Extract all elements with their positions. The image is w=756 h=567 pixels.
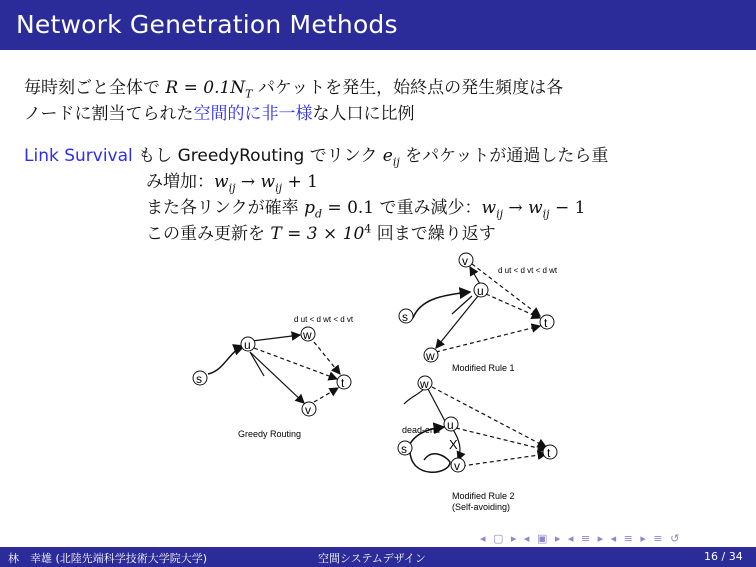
modified-rule-2-diagram	[398, 376, 557, 512]
intro-text-tail: な人口に比例	[312, 104, 415, 124]
label-s: s	[196, 372, 202, 386]
label-t: t	[544, 316, 548, 330]
math-sub: ij	[542, 207, 550, 221]
edge-s-u	[208, 346, 244, 374]
text: この重み更新を	[146, 224, 271, 244]
modified-rule-1-diagram	[399, 253, 558, 373]
label-u: u	[244, 338, 251, 352]
edge-w-t	[436, 326, 540, 352]
rule2-caption: Modified Rule 2	[452, 491, 515, 501]
footer-author: 林 幸雄 (北陸先端科学技術大学院大学)	[8, 552, 208, 565]
edge-w-u	[428, 389, 447, 425]
math-tail: − 1	[549, 198, 586, 218]
math-tail: + 1	[282, 172, 318, 192]
label-s: s	[401, 442, 407, 456]
packet-rate-sub: T	[245, 87, 253, 101]
link-survival-label: Link Survival	[24, 146, 133, 166]
label-w: w	[420, 377, 429, 391]
edge-v-t	[314, 388, 338, 402]
edge-u-v	[250, 352, 304, 403]
beamer-nav-controls[interactable]: ◂ ▢ ▸ ◂ ▣ ▸ ◂ ≡ ▸ ◂ ≡ ▸ ≡ ↺	[480, 532, 682, 545]
highlight-text: 空間的に非一様	[193, 104, 313, 124]
math-sub: ij	[228, 181, 236, 195]
prob-value: = 0.1 で重み減少：	[322, 198, 482, 218]
math-sub: ij	[496, 207, 504, 221]
packet-rate-math: R = 0.1N	[165, 78, 246, 98]
edge-u-t	[456, 428, 546, 450]
label-t: t	[341, 376, 345, 390]
rule1-caption: Modified Rule 1	[452, 363, 515, 373]
math-sub: d	[314, 207, 323, 221]
edge-s-loop	[410, 450, 450, 472]
edge-u-t	[254, 348, 337, 379]
text: また各リンクが確率	[146, 198, 305, 218]
math-sub: ij	[392, 155, 400, 169]
label-u: u	[477, 284, 484, 298]
intro-text: 毎時刻ごと全体で	[24, 78, 166, 98]
text: をパケットが通過したら重	[399, 146, 609, 166]
edge-u-w	[436, 296, 478, 348]
edge-w-t	[314, 342, 340, 374]
footer-course: 空間システムデザイン	[318, 552, 426, 565]
dead-end-label: dead-end	[402, 425, 441, 435]
label-t: t	[547, 446, 551, 460]
math-var: e	[382, 146, 393, 166]
distance-inequality: d ut < d vt < d wt	[498, 266, 558, 275]
math-arrow: → w	[503, 198, 543, 218]
greedy-routing-diagram	[193, 315, 354, 439]
math-expr: T = 3 × 10	[270, 224, 365, 244]
label-u: u	[447, 418, 454, 432]
label-v: v	[462, 254, 468, 268]
footer-page-number: 16 / 34	[704, 550, 743, 563]
math-sup: 4	[364, 222, 372, 236]
greedy-caption: Greedy Routing	[238, 429, 302, 439]
math-sub: ij	[275, 181, 283, 195]
slide-title: Network Genetration Methods	[16, 10, 398, 39]
intro-text: ノードに割当てられた	[24, 104, 194, 124]
label-v: v	[454, 459, 460, 473]
edge-u-x	[452, 296, 472, 314]
math-var: w	[481, 198, 497, 218]
label-w: w	[303, 328, 312, 342]
text: み増加：	[146, 172, 214, 192]
text: もし GreedyRouting でリンク	[132, 146, 383, 166]
edge-v-t	[462, 454, 546, 466]
cross-mark: X	[449, 437, 458, 452]
edge-u-t	[486, 294, 540, 318]
math-var: p	[304, 198, 315, 218]
label-w: w	[426, 349, 435, 363]
edge-u-w	[252, 335, 300, 341]
label-v: v	[305, 403, 311, 417]
math-arrow: → w	[235, 172, 276, 192]
label-s: s	[402, 310, 408, 324]
footer-bar	[0, 547, 756, 567]
text: 回まで繰り返す	[371, 224, 496, 244]
distance-inequality: d ut < d wt < d vt	[294, 315, 354, 324]
intro-text-tail: パケットを発生，始終点の発生頻度は各	[252, 78, 564, 98]
rule2-subcaption: (Self-avoiding)	[452, 502, 511, 512]
math-var: w	[214, 172, 229, 192]
